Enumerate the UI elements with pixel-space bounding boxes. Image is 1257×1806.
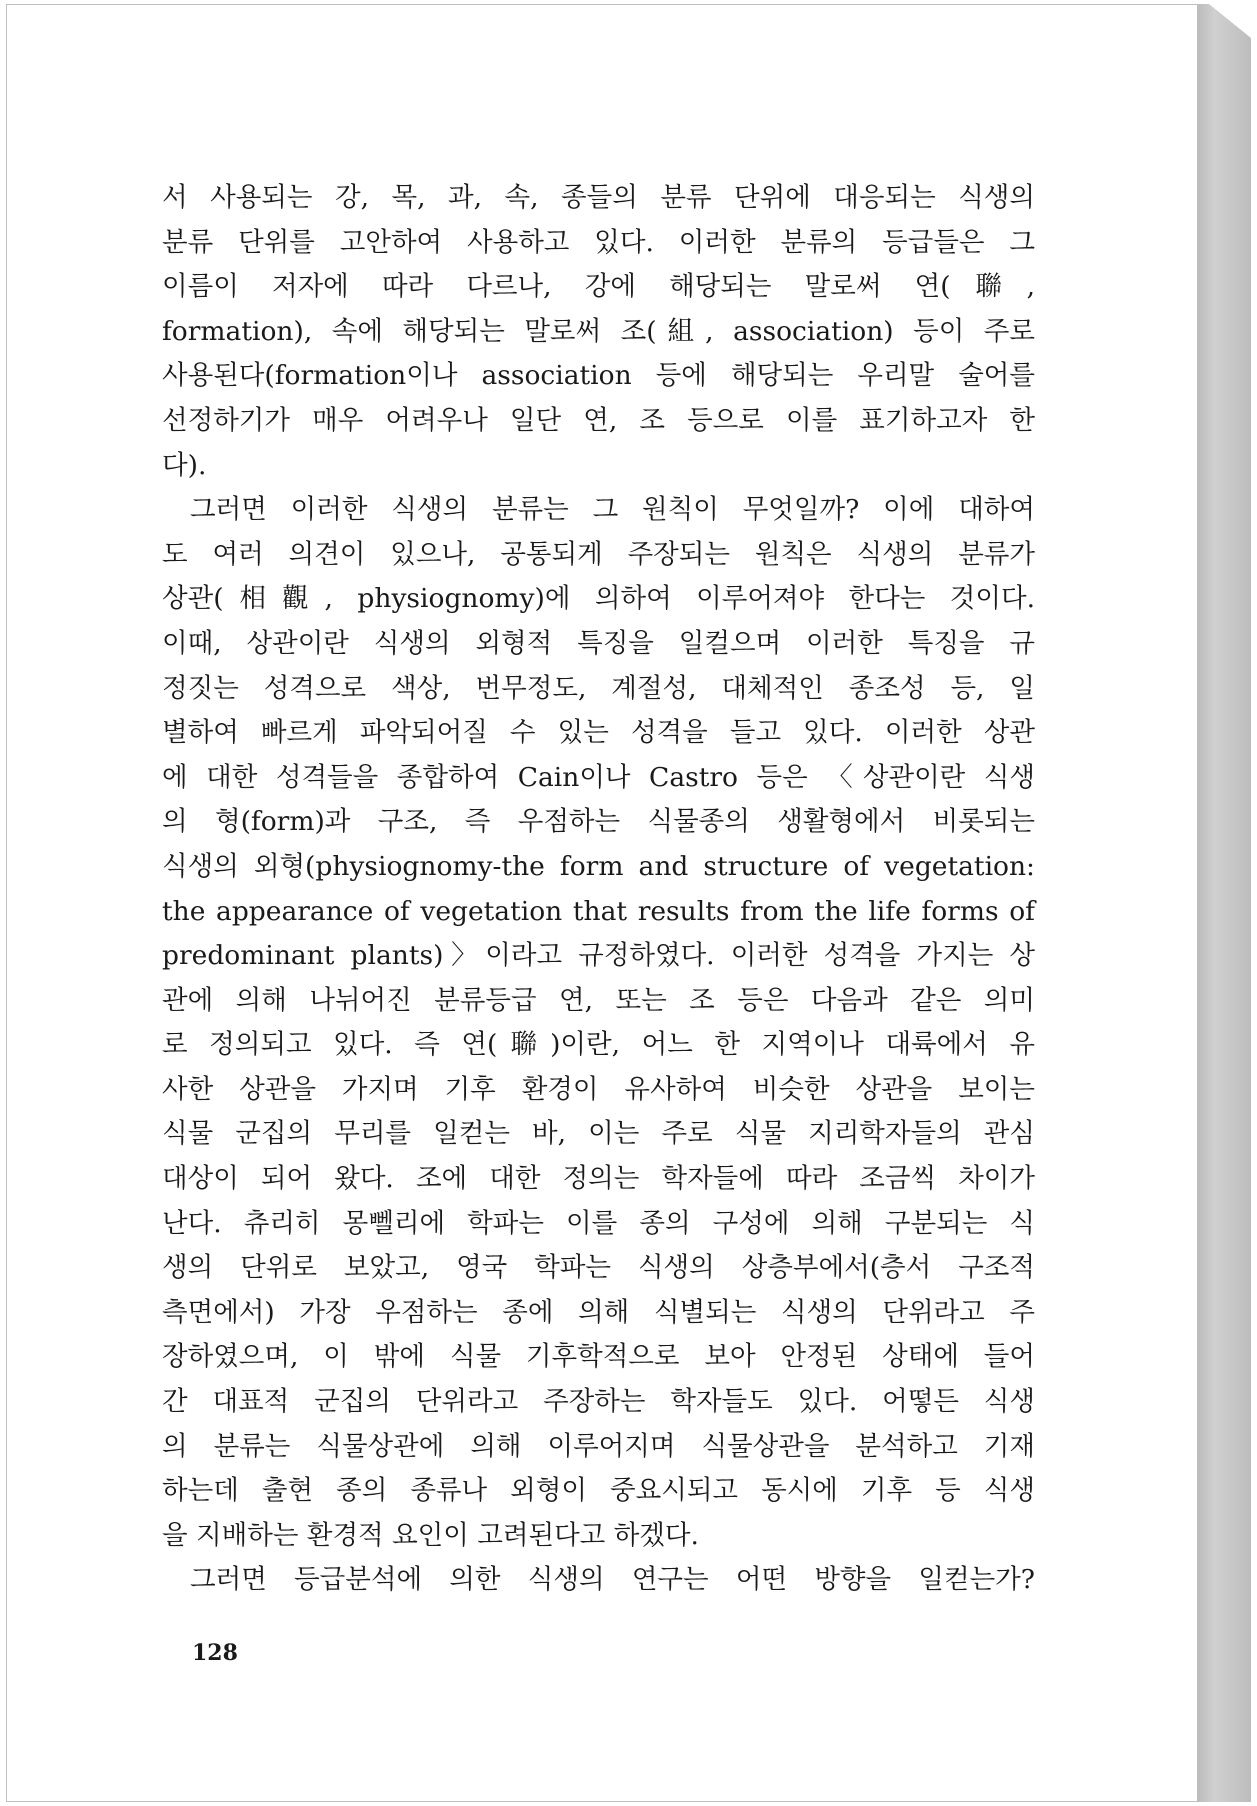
text-line: 장하였으며, 이 밖에 식물 기후학적으로 보아 안정된 상태에 들어 (162, 1341, 1035, 1373)
text-line: 서 사용되는 강, 목, 과, 속, 종들의 분류 단위에 대응되는 식생의 (162, 182, 1035, 213)
text-line: 의 형(form)과 구조, 즉 우점하는 식물종의 생활형에서 비롯되는 (162, 806, 1035, 838)
text-line: 이름이 저자에 따라 다르나, 강에 해당되는 말로써 연(聯, (162, 271, 1035, 303)
text-line: 난다. 츄리히 몽뻴리에 학파는 이를 종의 구성에 의해 구분되는 식 (162, 1207, 1035, 1239)
text-line: 선정하기가 매우 어려우나 일단 연, 조 등으로 이를 표기하고자 한 (162, 404, 1035, 436)
text-line: 대상이 되어 왔다. 조에 대한 정의는 학자들에 따라 조금씩 차이가 (162, 1163, 1035, 1195)
text-line: 간 대표적 군집의 단위라고 주장하는 학자들도 있다. 어떻든 식생 (162, 1386, 1035, 1418)
text-line: 생의 단위로 보았고, 영국 학파는 식생의 상층부에서(층서 구조적 (162, 1252, 1035, 1284)
text-line: 도 여러 의견이 있으나, 공통되게 주장되는 원칙은 식생의 분류가 (162, 538, 1035, 570)
text-line: 사용된다(formation이나 association 등에 해당되는 우리말 술어를 (162, 360, 1035, 392)
text-line: 이때, 상관이란 식생의 외형적 특징을 일컬으며 이러한 특징을 규 (162, 627, 1035, 659)
text-line: 그러면 이러한 식생의 분류는 그 원칙이 무엇일까? 이에 대하여 (190, 494, 1035, 526)
text-line: 측면에서) 가장 우점하는 종에 의해 식별되는 식생의 단위라고 주 (162, 1296, 1035, 1328)
text-line: 분류 단위를 고안하여 사용하고 있다. 이러한 분류의 등급들은 그 (162, 226, 1035, 258)
page-edge-shadow (1195, 4, 1251, 1802)
text-line: 식생의 외형(physiognomy-the form and structure of vegetation: (162, 850, 1035, 882)
text-line: 의 분류는 식물상관에 의해 이루어지며 식물상관을 분석하고 기재 (162, 1430, 1035, 1462)
text-line: formation), 속에 해당되는 말로써 조(組, association) 등이 주로 (162, 315, 1035, 347)
text-line: 을 지배하는 환경적 요인이 고려된다고 하겠다. (162, 1519, 699, 1551)
text-line: the appearance of vegetation that results from the life forms of (162, 895, 1035, 927)
page-number: 128 (192, 1640, 238, 1666)
text-line: 로 정의되고 있다. 즉 연(聯)이란, 어느 한 지역이나 대륙에서 유 (162, 1029, 1035, 1061)
text-line: 정짓는 성격으로 색상, 번무정도, 계절성, 대체적인 종조성 등, 일 (162, 672, 1035, 704)
text-line: 하는데 출현 종의 종류나 외형이 중요시되고 동시에 기후 등 식생 (162, 1475, 1035, 1507)
body-text (162, 176, 1035, 1603)
text-line: 다). (162, 449, 207, 481)
text-line: 상관(相觀, physiognomy)에 의하여 이루어져야 한다는 것이다. (162, 583, 1035, 615)
text-line: 식물 군집의 무리를 일컫는 바, 이는 주로 식물 지리학자들의 관심 (162, 1118, 1035, 1150)
text-line: 별하여 빠르게 파악되어질 수 있는 성격을 들고 있다. 이러한 상관 (162, 717, 1035, 749)
text-line: 관에 의해 나뉘어진 분류등급 연, 또는 조 등은 다음과 같은 의미 (162, 984, 1035, 1016)
text-line: predominant plants)〉이라고 규정하였다. 이러한 성격을 가지는 상 (162, 940, 1035, 972)
text-line: 사한 상관을 가지며 기후 환경이 유사하여 비슷한 상관을 보이는 (162, 1073, 1035, 1105)
text-line: 그러면 등급분석에 의한 식생의 연구는 어떤 방향을 일컫는가? (190, 1564, 1035, 1596)
text-line: 에 대한 성격들을 종합하여 Cain이나 Castro 등은 〈상관이란 식생 (162, 761, 1035, 793)
